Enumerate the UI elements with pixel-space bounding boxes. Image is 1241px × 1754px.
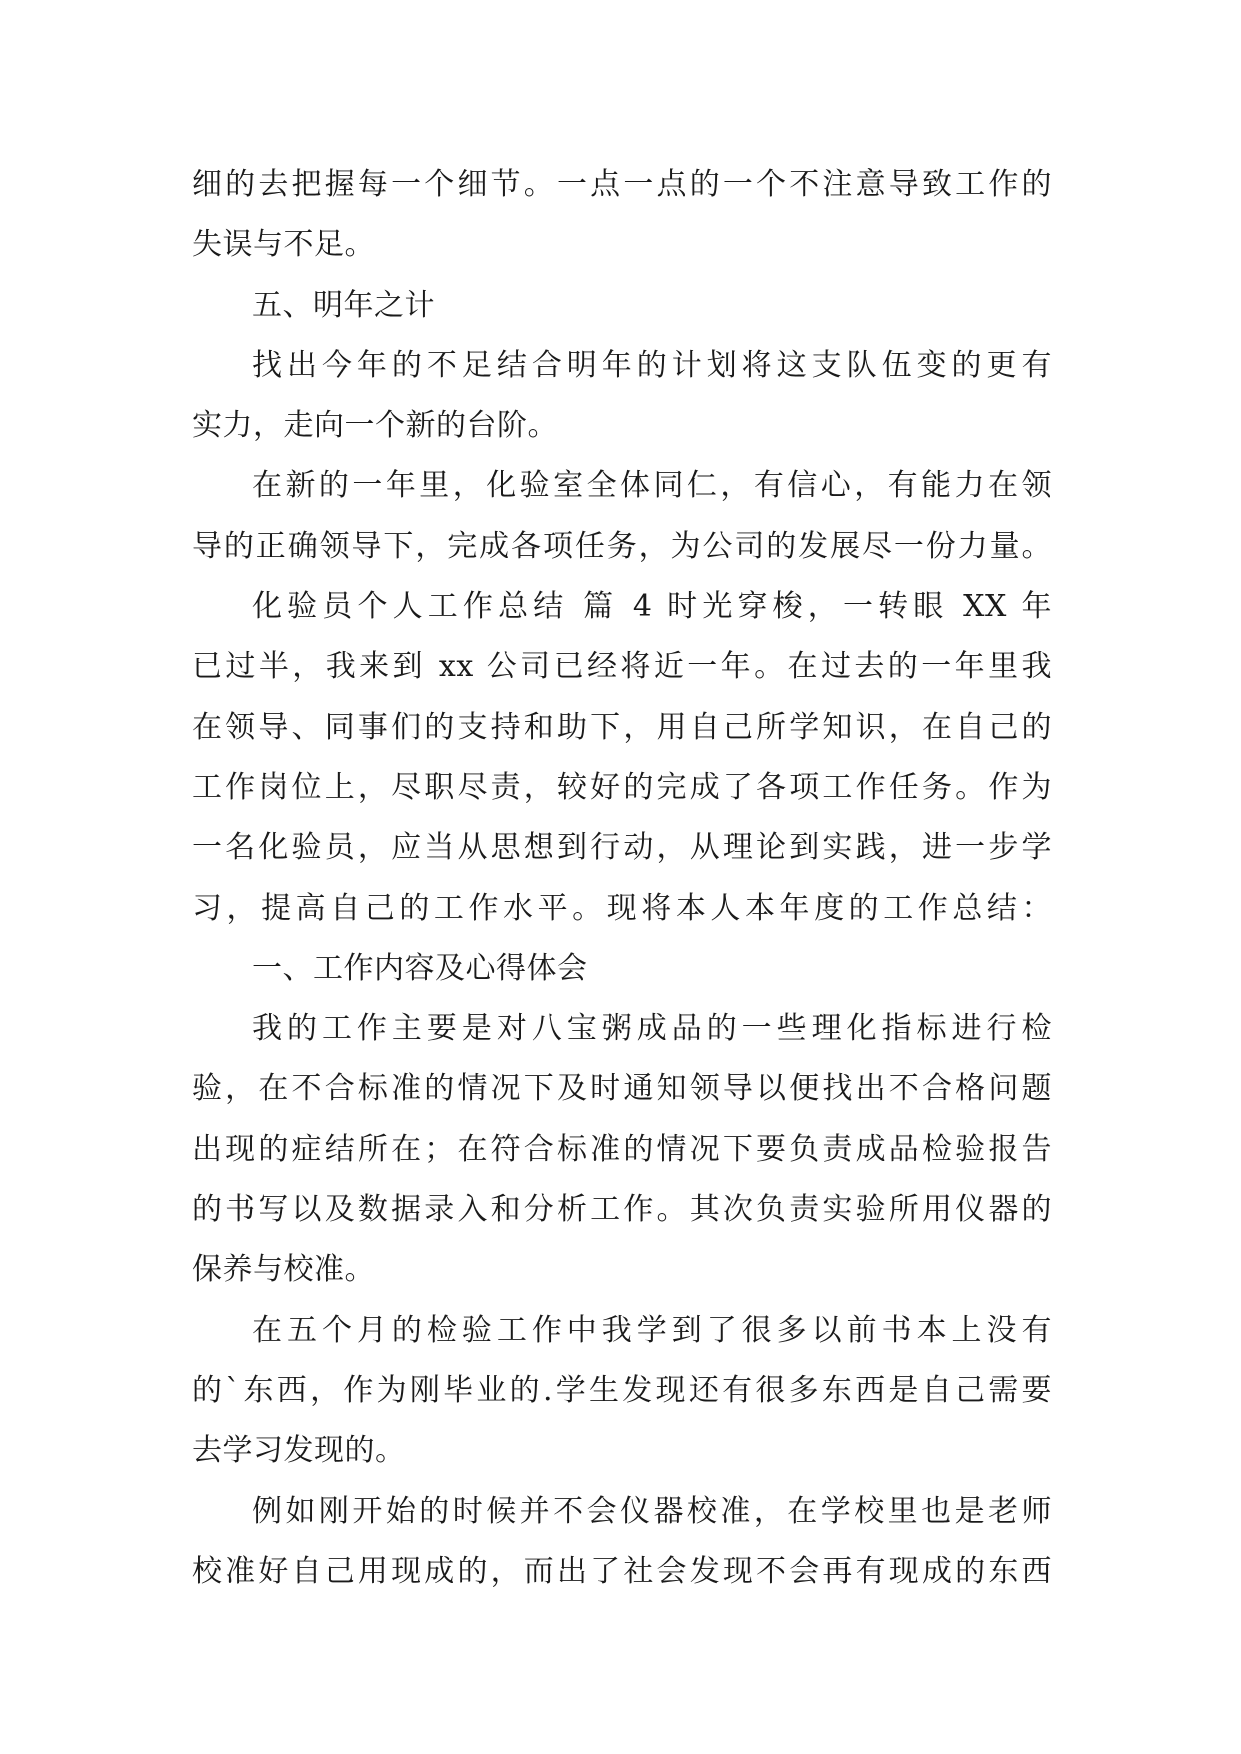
text-line: 的`东西，作为刚毕业的.学生发现还有很多东西是自己需要 (192, 1372, 1052, 1408)
text-line: 一、工作内容及心得体会 (252, 950, 588, 986)
text-line: 例如刚开始的时候并不会仪器校准，在学校里也是老师 (252, 1493, 1052, 1529)
text-line: 习，提高自己的工作水平。现将本人本年度的工作总结： (192, 890, 1052, 926)
text-line: 实力，走向一个新的台阶。 (192, 408, 558, 444)
text-line: 校准好自己用现成的，而出了社会发现不会再有现成的东西 (192, 1553, 1052, 1589)
text-line: 找出今年的不足结合明年的计划将这支队伍变的更有 (252, 347, 1052, 383)
text-line: 保养与校准。 (192, 1252, 375, 1288)
text-line: 工作岗位上，尽职尽责，较好的完成了各项工作任务。作为 (192, 769, 1052, 805)
document-body (192, 155, 1052, 1602)
text-line: 去学习发现的。 (192, 1433, 406, 1469)
text-line: 在领导、同事们的支持和助下，用自己所学知识，在自己的 (192, 709, 1052, 745)
text-line: 已过半，我来到 xx 公司已经将近一年。在过去的一年里我 (192, 649, 1052, 685)
text-line: 五、明年之计 (252, 287, 435, 323)
text-line: 一名化验员，应当从思想到行动，从理论到实践，进一步学 (192, 830, 1052, 866)
text-line: 我的工作主要是对八宝粥成品的一些理化指标进行检 (252, 1011, 1052, 1047)
text-line: 的书写以及数据录入和分析工作。其次负责实验所用仪器的 (192, 1192, 1052, 1228)
text-line: 失误与不足。 (192, 227, 375, 263)
text-line: 化验员个人工作总结 篇 4 时光穿梭，一转眼 XX 年 (252, 589, 1052, 625)
text-line: 细的去把握每一个细节。一点一点的一个不注意导致工作的 (192, 167, 1052, 202)
text-line: 验，在不合标准的情况下及时通知领导以便找出不合格问题 (192, 1071, 1052, 1107)
text-line: 在新的一年里，化验室全体同仁，有信心，有能力在领 (252, 468, 1052, 504)
text-line: 在五个月的检验工作中我学到了很多以前书本上没有 (252, 1312, 1052, 1348)
text-line: 导的正确领导下，完成各项任务，为公司的发展尽一份力量。 (192, 528, 1052, 564)
text-line: 出现的症结所在；在符合标准的情况下要负责成品检验报告 (192, 1131, 1052, 1167)
